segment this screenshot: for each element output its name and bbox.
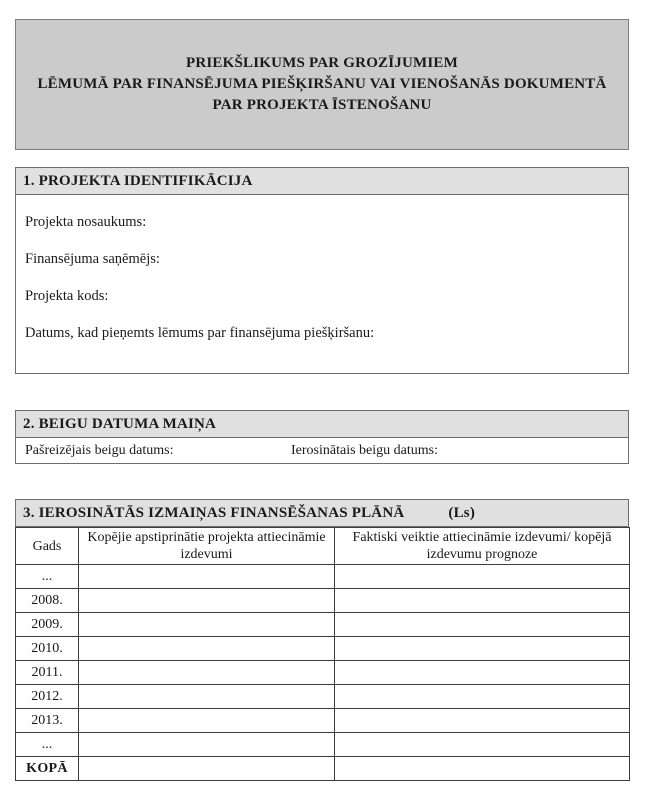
year-cell: 2013.: [16, 709, 79, 733]
table-row: [16, 661, 630, 685]
section-2-body: [15, 438, 629, 464]
year-cell: 2009.: [16, 613, 79, 637]
actual-expenses-cell: [335, 613, 630, 637]
table-row: [16, 685, 630, 709]
approved-expenses-cell: [79, 733, 335, 757]
table-header-row: [16, 528, 630, 565]
proposed-end-date-label: Ierosinātais beigu datums:: [291, 442, 438, 458]
year-cell: 2008.: [16, 589, 79, 613]
year-cell: 2011.: [16, 661, 79, 685]
section-1-body: [15, 195, 629, 374]
current-end-date-label: Pašreizējais beigu datums:: [25, 442, 174, 458]
year-cell: ...: [16, 733, 79, 757]
field-project-code-label: Projekta kods:: [25, 288, 109, 304]
approved-expenses-cell: [79, 565, 335, 589]
approved-expenses-cell: [79, 589, 335, 613]
table-total-row: [16, 757, 630, 781]
document-title-box: [15, 19, 629, 150]
table-row: [16, 565, 630, 589]
currency-unit-label: (Ls): [448, 504, 476, 521]
table-row: [16, 613, 630, 637]
section-project-identification: [15, 167, 629, 374]
table-row: [16, 733, 630, 757]
actual-expenses-total-cell: [335, 757, 630, 781]
table-row: [16, 709, 630, 733]
section-3-heading: [15, 499, 629, 527]
table-row: [16, 637, 630, 661]
column-header-approved-expenses: Kopējie apstiprinātie projekta attiecināmie izdevumi: [79, 528, 335, 565]
document-title-line-2: LĒMUMĀ PAR FINANSĒJUMA PIEŠĶIRŠANU VAI VIENOŠANĀS DOKUMENTĀ: [37, 76, 607, 92]
actual-expenses-cell: [335, 685, 630, 709]
section-3-heading-text: 3. IEROSINĀTĀS IZMAIŅAS FINANSĒŠANAS PLĀNĀ: [23, 504, 405, 521]
actual-expenses-cell: [335, 733, 630, 757]
actual-expenses-cell: [335, 661, 630, 685]
approved-expenses-cell: [79, 685, 335, 709]
approved-expenses-cell: [79, 637, 335, 661]
actual-expenses-cell: [335, 709, 630, 733]
section-end-date-change: [15, 410, 629, 464]
year-cell: ...: [16, 565, 79, 589]
document-title-line-3: PAR PROJEKTA ĪSTENOŠANU: [212, 97, 432, 113]
approved-expenses-total-cell: [79, 757, 335, 781]
actual-expenses-cell: [335, 637, 630, 661]
field-decision-date-label: Datums, kad pieņemts lēmums par finansējuma piešķiršanu:: [25, 325, 375, 341]
actual-expenses-cell: [335, 565, 630, 589]
approved-expenses-cell: [79, 661, 335, 685]
column-header-year: Gads: [16, 528, 79, 565]
financing-plan-table: [15, 527, 630, 781]
total-label-cell: KOPĀ: [16, 757, 79, 781]
section-2-heading: 2. BEIGU DATUMA MAIŅA: [15, 410, 629, 438]
approved-expenses-cell: [79, 709, 335, 733]
document-title-line-1: PRIEKŠLIKUMS PAR GROZĪJUMIEM: [185, 55, 458, 71]
approved-expenses-cell: [79, 613, 335, 637]
table-row: [16, 589, 630, 613]
column-header-actual-expenses: Faktiski veiktie attiecināmie izdevumi/ kopējā izdevumu prognoze: [335, 528, 630, 565]
field-project-name-label: Projekta nosaukums:: [25, 214, 147, 230]
field-funding-recipient-label: Finansējuma saņēmējs:: [25, 251, 160, 267]
section-financing-plan-changes: [15, 499, 629, 781]
actual-expenses-cell: [335, 589, 630, 613]
year-cell: 2012.: [16, 685, 79, 709]
year-cell: 2010.: [16, 637, 79, 661]
section-1-heading: 1. PROJEKTA IDENTIFIKĀCIJA: [15, 167, 629, 195]
